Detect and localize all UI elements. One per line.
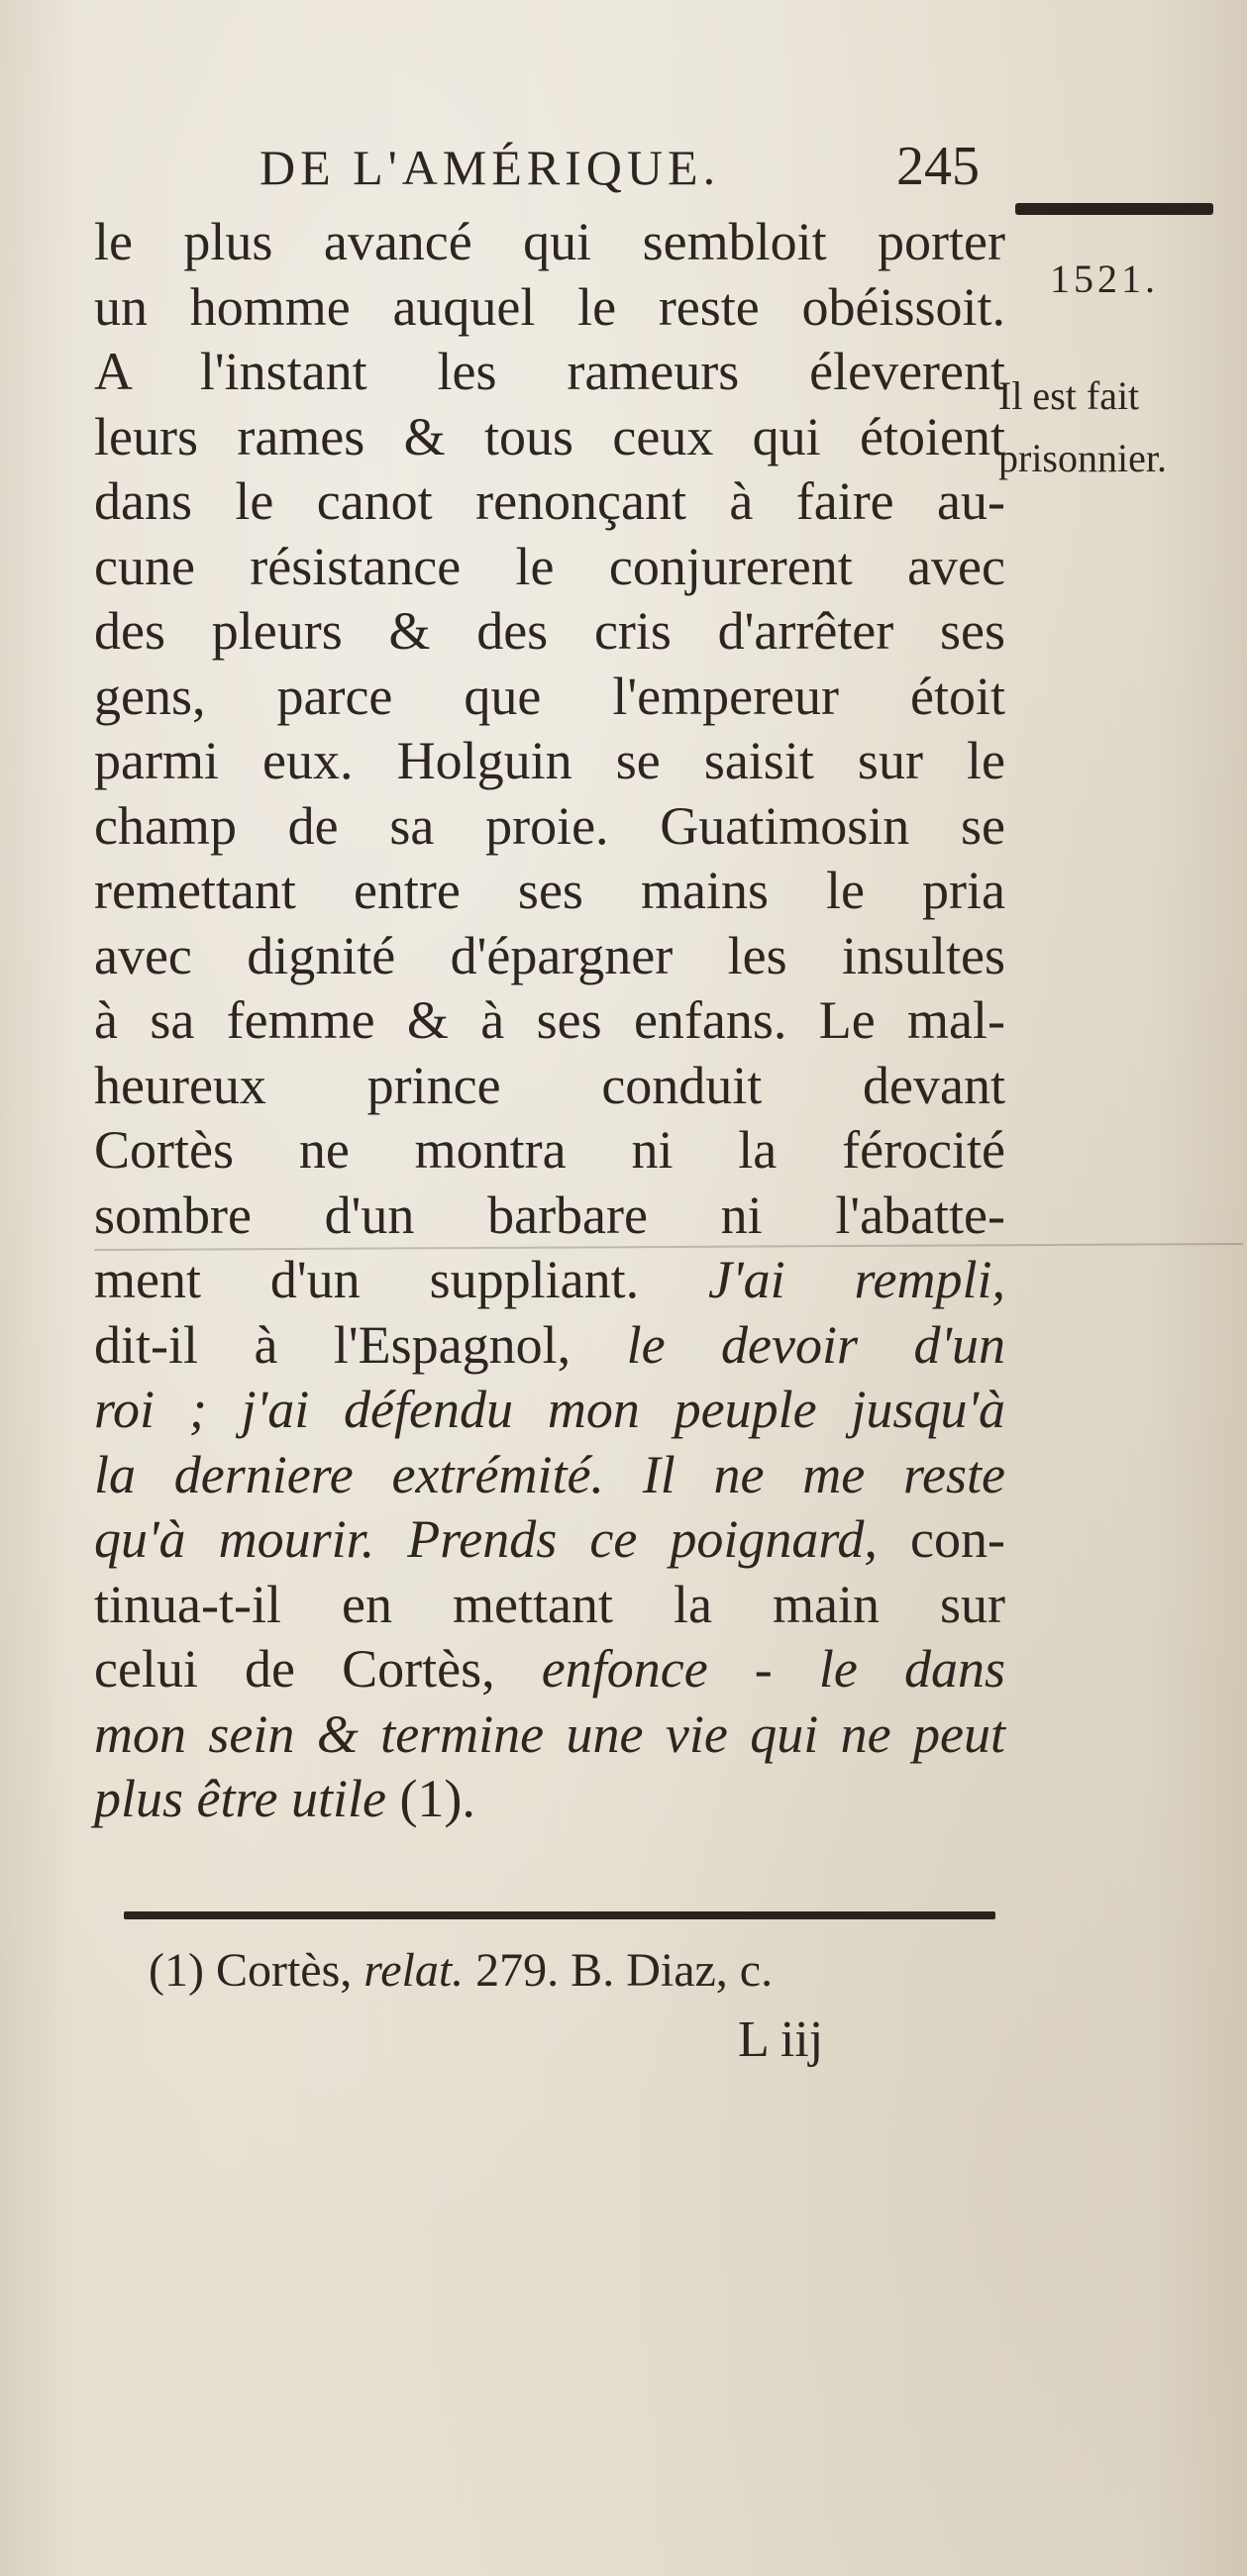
page-header xyxy=(0,129,1247,198)
text-line: à sa femme & à ses enfans. Le mal- xyxy=(94,990,1005,1050)
text-line xyxy=(94,1637,1005,1702)
italic-run: J'ai rempli, xyxy=(708,1250,1005,1309)
text-line: Cortès ne montra ni la férocité xyxy=(94,1120,1005,1180)
text-run: celui de Cortès, xyxy=(94,1639,495,1699)
text-line: gens, parce que l'empereur étoit xyxy=(94,666,1005,726)
text-line: roi ; j'ai défendu mon peuple jusqu'à xyxy=(94,1380,1005,1439)
text-line: tinua-t-il en mettant la main sur xyxy=(94,1574,1005,1634)
footnote-marker: (1) xyxy=(149,1944,204,1997)
footnote xyxy=(149,1943,773,1998)
header-rule xyxy=(1015,203,1213,215)
text-run: ment d'un suppliant. xyxy=(94,1250,640,1309)
text-line: champ de sa proie. Guatimosin se xyxy=(94,795,1005,856)
text-line xyxy=(94,1767,1005,1832)
body-text xyxy=(94,210,1005,1832)
text-run: con- xyxy=(910,1509,1005,1569)
text-line: des pleurs & des cris d'arrêter ses xyxy=(94,601,1005,661)
text-line: heureux prince conduit devant xyxy=(94,1055,1005,1115)
text-line xyxy=(94,1248,1005,1313)
text-line xyxy=(94,1507,1005,1573)
footnote-ref: relat. xyxy=(364,1944,465,1997)
footnote-rest: 279. B. Diaz, c. xyxy=(475,1944,774,1997)
footnote-rule xyxy=(124,1911,995,1919)
margin-note-line: prisonnier. xyxy=(998,436,1167,480)
text-line: cune résistance le conjurerent avec xyxy=(94,536,1005,596)
text-line xyxy=(94,1313,1005,1379)
page-number: 245 xyxy=(896,136,980,197)
text-line: leurs rames & tous ceux qui étoient xyxy=(94,406,1005,466)
italic-run: le devoir d'un xyxy=(626,1314,1005,1375)
margin-year: 1521. xyxy=(1050,257,1159,301)
text-line: un homme auquel le reste obéissoit. xyxy=(94,276,1005,337)
text-line: A l'instant les rameurs éleverent xyxy=(94,342,1005,401)
margin-note xyxy=(998,364,1236,552)
text-line: dans le canot renonçant à faire au- xyxy=(94,471,1005,531)
text-line: parmi eux. Holguin se saisit sur le xyxy=(94,731,1005,790)
margin-note-line xyxy=(998,489,1236,552)
text-run: (1). xyxy=(399,1769,475,1828)
italic-run: plus être utile xyxy=(94,1769,386,1828)
text-line: remettant entre ses mains le pria xyxy=(94,861,1005,920)
footnote-author: Cortès, xyxy=(215,1944,353,1997)
text-line: le plus avancé qui sembloit porter xyxy=(94,212,1005,271)
margin-note-line: Il est fait xyxy=(998,373,1140,418)
running-head: DE L'AMÉRIQUE. xyxy=(260,140,721,195)
signature-mark: L iij xyxy=(738,2011,824,2068)
italic-run: qu'à mourir. Prends ce poignard, xyxy=(94,1509,878,1569)
text-run: dit-il à l'Espagnol, xyxy=(94,1314,572,1375)
text-line: la derniere extrémité. Il ne me reste xyxy=(94,1444,1005,1504)
italic-run: enfonce - le dans xyxy=(541,1639,1005,1699)
text-line: avec dignité d'épargner les insultes xyxy=(94,925,1005,985)
text-line: mon sein & termine une vie qui ne peut xyxy=(94,1703,1005,1764)
text-line: sombre d'un barbare ni l'abatte- xyxy=(94,1185,1005,1245)
